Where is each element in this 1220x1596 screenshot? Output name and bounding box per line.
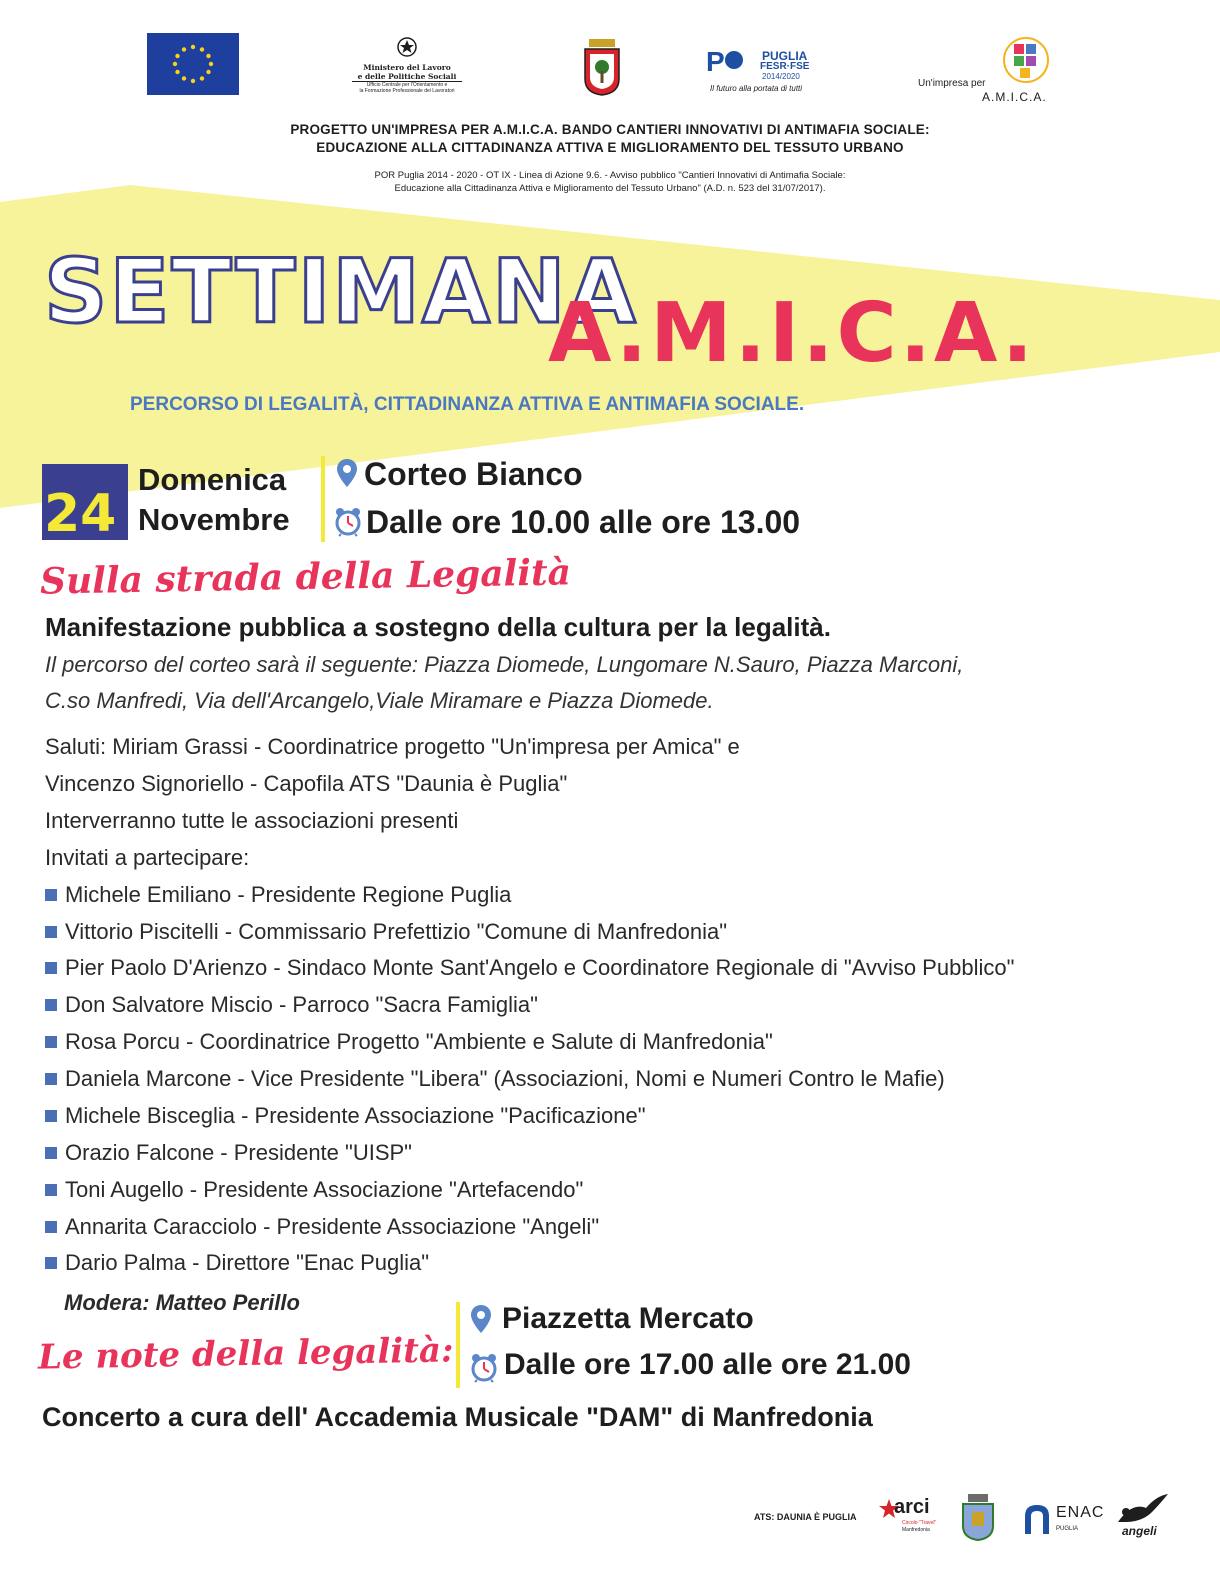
bullet-square-icon [45, 962, 57, 974]
guest-name: Don Salvatore Miscio - Parroco "Sacra Famiglia" [65, 992, 538, 1017]
guest-list-item [45, 882, 511, 912]
guest-name: Dario Palma - Direttore "Enac Puglia" [65, 1250, 430, 1275]
por-region-name: PUGLIA [762, 49, 808, 63]
guest-list-item [45, 1250, 429, 1280]
guest-list-item [45, 1177, 583, 1207]
guest-name: Annarita Caracciolo - Presidente Associazione "Angeli" [65, 1214, 600, 1239]
por-fund-name: FESR·FSE [760, 61, 810, 72]
amica-logo-name: A.M.I.C.A. [982, 90, 1047, 104]
invited-label: Invitati a partecipare: [45, 845, 250, 870]
location-pin-icon [470, 1304, 492, 1334]
title-amica: A.M.I.C.A. [548, 286, 1037, 381]
angeli-logo [1112, 1492, 1172, 1542]
event2-place: Piazzetta Mercato [502, 1302, 754, 1335]
ats-label: ATS: DAUNIA È PUGLIA [754, 1512, 857, 1522]
amica-logo [916, 34, 1056, 106]
ministry-office-line1: Ufficio Centrale per l'Orientamento e [366, 82, 448, 88]
bullet-square-icon [45, 999, 57, 1011]
guest-name: Pier Paolo D'Arienzo - Sindaco Monte Sant'Angelo e Coordinatore Regionale di "Avviso Pubblico" [65, 955, 1015, 980]
municipal-crest-logo [960, 1492, 996, 1542]
bullet-square-icon [45, 1257, 57, 1269]
route-line1: Il percorso del corteo sarà il seguente: Piazza Diomede, Lungomare N.Sauro, Piazza Marconi, [45, 652, 964, 677]
event1-heading: Sulla strada della Legalità [39, 551, 572, 603]
date-month: Novembre [138, 502, 290, 537]
bullet-square-icon [45, 1036, 57, 1048]
concert-line: Concerto a cura dell' Accademia Musicale "DAM" di Manfredonia [42, 1402, 873, 1432]
guest-name: Michele Bisceglia - Presidente Associazione "Pacificazione" [65, 1103, 646, 1128]
bullet-square-icon [45, 1147, 57, 1159]
guest-name: Orazio Falcone - Presidente "UISP" [65, 1140, 412, 1165]
por-puglia-logo [706, 46, 826, 98]
amica-logo-prefix: Un'impresa per [918, 78, 986, 89]
guest-list-item [45, 1214, 599, 1244]
arci-city: Manfredonia [902, 1527, 930, 1533]
guest-name: Vittorio Piscitelli - Commissario Prefettizio "Comune di Manfredonia" [65, 919, 728, 944]
guest-list-item [45, 1029, 773, 1059]
event1-time: Dalle ore 10.00 alle ore 13.00 [366, 504, 801, 540]
por-o-icon [725, 51, 743, 69]
alarm-clock-icon [334, 507, 362, 537]
por-years: 2014/2020 [762, 72, 800, 81]
por-tagline: Il futuro alla portata di tutti [710, 84, 803, 93]
moderator-line: Modera: Matteo Perillo [64, 1290, 300, 1315]
route-line2: C.so Manfredi, Via dell'Arcangelo,Viale Miramare e Piazza Diomede. [45, 688, 714, 713]
ministry-name-line1: Ministero del Lavoro [363, 63, 451, 72]
por-reference-line2: Educazione alla Cittadinanza Attiva e Miglioramento del Tessuto Urbano" (A.D. n. 523 del 31/07/2017). [394, 183, 826, 194]
enac-arch-icon [1022, 1502, 1052, 1534]
bullet-square-icon [45, 1073, 57, 1085]
enac-region: PUGLIA [1056, 1526, 1079, 1532]
location-pin-icon [336, 458, 358, 488]
event2-heading: Le note della legalità: [37, 1330, 454, 1378]
greetings-line1: Saluti: Miriam Grassi - Coordinatrice progetto "Un'impresa per Amica" e [45, 734, 740, 759]
date-day-number: 24 [44, 484, 117, 544]
bullet-square-icon [45, 926, 57, 938]
event1-place: Corteo Bianco [364, 456, 583, 492]
guest-list-item [45, 992, 538, 1022]
flying-angel-icon [1112, 1492, 1172, 1526]
ministry-name-line2: e delle Politiche Sociali [352, 72, 462, 82]
enac-logo [1022, 1498, 1105, 1538]
guest-name: Toni Augello - Presidente Associazione "Artefacendo" [65, 1177, 584, 1202]
date-badge [42, 464, 128, 544]
guest-name: Rosa Porcu - Coordinatrice Progetto "Ambiente e Salute di Manfredonia" [65, 1029, 773, 1054]
ministry-office-line2: la Formazione Professionale dei Lavoratori [359, 88, 455, 94]
page-subtitle: PERCORSO DI LEGALITÀ, CITTADINANZA ATTIVA E ANTIMAFIA SOCIALE. [130, 394, 805, 415]
guest-list-item [45, 1140, 412, 1170]
puzzle-people-icon [1000, 34, 1052, 86]
puglia-region-crest [583, 37, 621, 97]
angeli-name: angeli [1122, 1524, 1157, 1538]
event2-divider [456, 1302, 460, 1388]
enac-name: ENAC [1056, 1504, 1105, 1521]
por-p-letter: P [706, 46, 725, 77]
associations-line: Interverranno tutte le associazioni presenti [45, 808, 459, 833]
event2-time: Dalle ore 17.00 alle ore 21.00 [504, 1348, 911, 1381]
arci-logo [878, 1496, 937, 1540]
eu-flag-logo [147, 33, 239, 95]
project-title-line1: PROGETTO UN'IMPRESA PER A.M.I.C.A. BANDO CANTIERI INNOVATIVI DI ANTIMAFIA SOCIALE: [290, 122, 930, 137]
project-title-line2: EDUCAZIONE ALLA CITTADINANZA ATTIVA E MIGLIORAMENTO DEL TESSUTO URBANO [316, 140, 904, 155]
guest-name: Michele Emiliano - Presidente Regione Puglia [65, 882, 512, 907]
greetings-line2: Vincenzo Signoriello - Capofila ATS "Daunia è Puglia" [45, 771, 568, 796]
bullet-square-icon [45, 889, 57, 901]
por-reference-line1: POR Puglia 2014 - 2020 - OT IX - Linea di Azione 9.6. - Avviso pubblico "Cantieri Innovativi di Antimafia Sociale: [374, 170, 846, 181]
guest-list-item [45, 1103, 646, 1133]
guest-list-item [45, 919, 727, 949]
event1-lead: Manifestazione pubblica a sostegno della cultura per la legalità. [45, 612, 831, 642]
guest-list-item [45, 955, 1014, 985]
bullet-square-icon [45, 1110, 57, 1122]
ministry-logo [352, 36, 462, 100]
date-weekday: Domenica [138, 462, 287, 497]
ministry-emblem-icon [396, 36, 418, 58]
arci-circle-name: Circolo "Travel" [902, 1520, 937, 1526]
arci-name: arci [894, 1496, 930, 1518]
guest-name: Daniela Marcone - Vice Presidente "Libera" (Associazioni, Nomi e Numeri Contro le Mafie) [65, 1066, 945, 1091]
alarm-clock-icon [470, 1353, 498, 1383]
bullet-square-icon [45, 1221, 57, 1233]
guest-list-item [45, 1066, 945, 1096]
bullet-square-icon [45, 1184, 57, 1196]
title-settimana: SETTIMANA [44, 240, 638, 343]
event1-divider [321, 456, 325, 542]
